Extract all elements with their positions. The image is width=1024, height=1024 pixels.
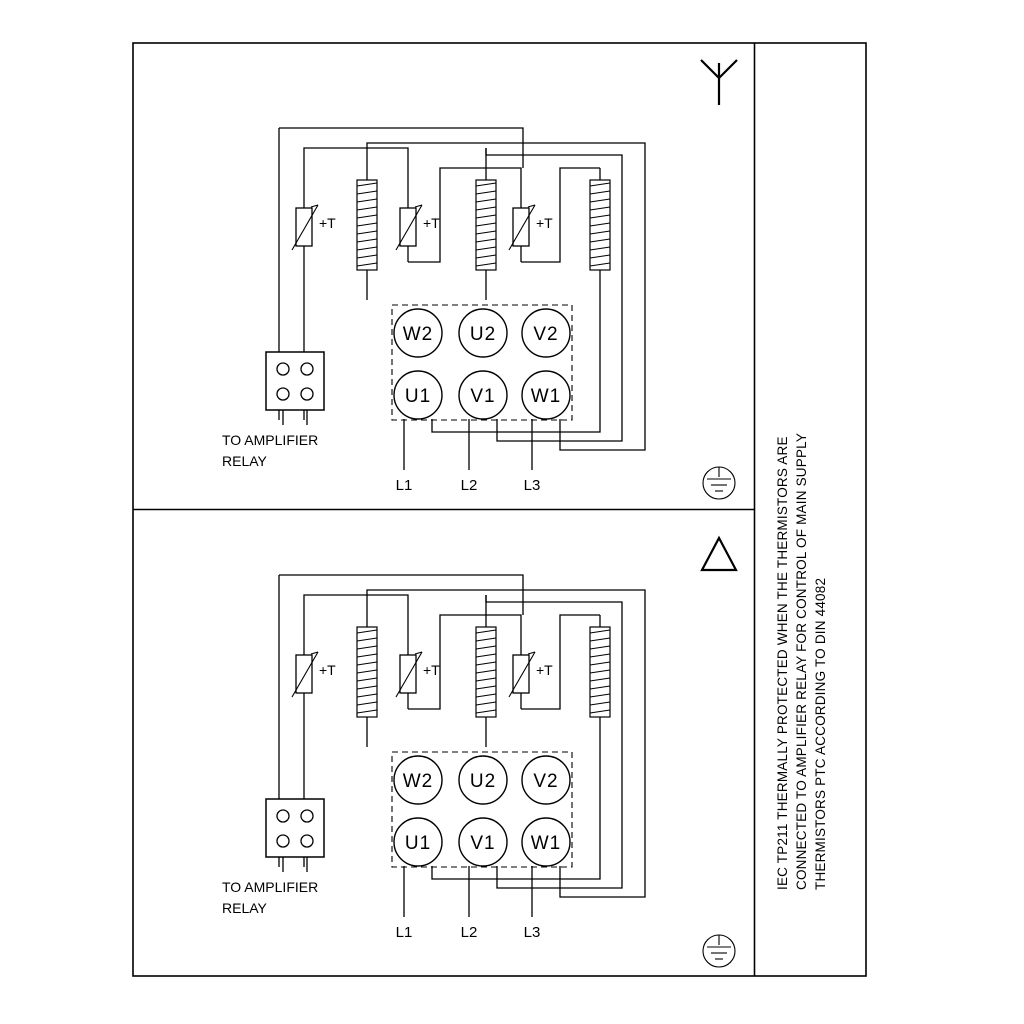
ptc-label-1: +T: [319, 662, 336, 678]
ptc-label-1: +T: [319, 215, 336, 231]
supply-label-l3: L3: [523, 477, 541, 494]
terminal-w1: [522, 371, 570, 419]
terminal-label: W2: [402, 771, 434, 792]
terminal-u2: [459, 756, 507, 804]
supply-label-l2: L2: [460, 477, 478, 494]
motor-winding-coil-3: [590, 180, 610, 270]
motor-winding-coil-2: [476, 180, 496, 270]
amplifier-terminal-box: [266, 799, 324, 872]
ptc-label-2: +T: [423, 662, 440, 678]
terminal-v1: [459, 818, 507, 866]
terminal-label: W1: [530, 833, 562, 854]
terminal-v1: [459, 371, 507, 419]
ptc-thermistor-3: [509, 637, 535, 709]
delta-triangle-symbol: [702, 538, 736, 570]
amplifier-note-line1: TO AMPLIFIER: [222, 432, 319, 448]
terminal-label: V1: [470, 386, 496, 407]
terminal-label: V2: [533, 771, 559, 792]
ptc-thermistor-2: [396, 190, 422, 262]
amplifier-note-line2: RELAY: [222, 900, 267, 916]
wye-star-symbol: [701, 60, 737, 105]
amplifier-note-line1: TO AMPLIFIER: [222, 879, 319, 895]
terminal-label: U1: [404, 386, 432, 407]
terminal-label: U2: [469, 324, 497, 345]
panel-delta: [222, 538, 736, 967]
ptc-thermistor-2: [396, 637, 422, 709]
ptc-label-3: +T: [536, 215, 553, 231]
ptc-thermistor-3: [509, 190, 535, 262]
earth-ground-symbol: [703, 467, 735, 499]
ptc-label-3: +T: [536, 662, 553, 678]
side-note-line2: CONNECTED TO AMPLIFIER RELAY FOR CONTROL OF MAIN SUPPLY: [794, 432, 809, 890]
terminal-v2: [522, 756, 570, 804]
terminal-label: V1: [470, 833, 496, 854]
terminal-label: W2: [402, 324, 434, 345]
supply-label-l2: L2: [460, 924, 478, 941]
terminal-label: V2: [533, 324, 559, 345]
supply-label-l3: L3: [523, 924, 541, 941]
terminal-u1: [394, 371, 442, 419]
supply-label-l1: L1: [395, 924, 413, 941]
motor-winding-coil-1: [357, 180, 377, 270]
amplifier-note-line2: RELAY: [222, 453, 267, 469]
side-note-line1: IEC TP211 THERMALLY PROTECTED WHEN THE THERMISTORS ARE: [775, 436, 790, 890]
panel-star: [222, 60, 737, 499]
ptc-label-2: +T: [423, 215, 440, 231]
terminal-w2: [394, 309, 442, 357]
earth-ground-symbol: [703, 935, 735, 967]
terminal-w1: [522, 818, 570, 866]
motor-winding-coil-2: [476, 627, 496, 717]
terminal-v2: [522, 309, 570, 357]
side-note-block: [775, 433, 828, 890]
terminal-w2: [394, 756, 442, 804]
terminal-label: W1: [530, 386, 562, 407]
motor-winding-coil-3: [590, 627, 610, 717]
amplifier-terminal-box: [266, 352, 324, 425]
terminal-u1: [394, 818, 442, 866]
terminal-label: U1: [404, 833, 432, 854]
terminal-u2: [459, 309, 507, 357]
supply-label-l1: L1: [395, 477, 413, 494]
side-note-line3: THERMISTORS PTC ACCORDING TO DIN 44082: [813, 577, 828, 890]
motor-winding-coil-1: [357, 627, 377, 717]
terminal-label: U2: [469, 771, 497, 792]
